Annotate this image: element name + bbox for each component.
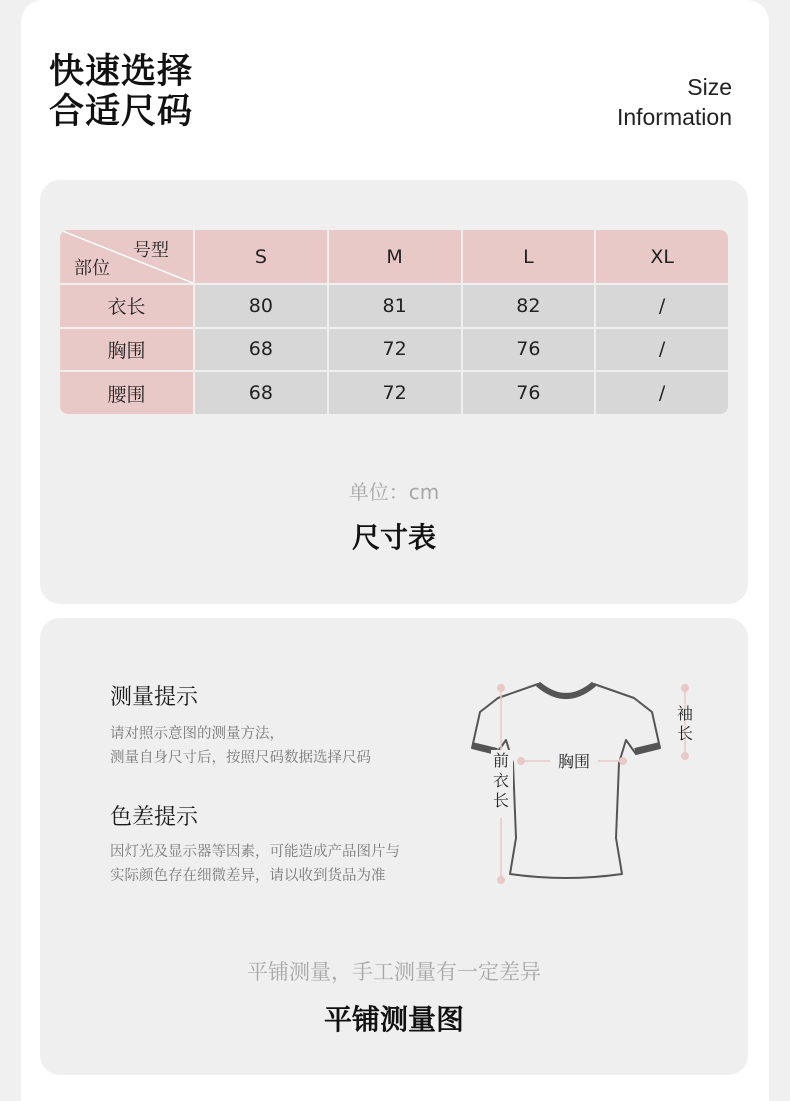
row-label-waist: 腰围 — [60, 372, 193, 414]
size-table — [60, 230, 728, 414]
subtitle-line-1: Size — [687, 74, 732, 100]
size-header-s: S — [195, 230, 327, 283]
row-label-length: 衣长 — [60, 285, 193, 327]
measure-tip-line-1: 请对照示意图的测量方法， — [110, 726, 284, 742]
page-title — [49, 52, 193, 132]
length-label: 前衣长 — [492, 751, 510, 810]
corner-label-part: 部位 — [74, 258, 110, 279]
measurement-note: 平铺测量，手工测量有一定差异 — [247, 960, 541, 984]
page-subtitle — [617, 72, 732, 132]
table-cell: 82 — [463, 285, 595, 327]
sleeve-label: 袖长 — [676, 704, 694, 743]
measurement-card — [40, 618, 748, 1075]
tshirt-measurement-diagram — [458, 668, 698, 898]
table-cell: / — [596, 372, 728, 414]
table-cell: 68 — [195, 329, 327, 371]
color-tip-line-2: 实际颜色存在细微差异，请以收到货品为准 — [110, 868, 386, 884]
size-header-xl: XL — [596, 230, 728, 283]
table-cell: / — [596, 285, 728, 327]
table-cell: 76 — [463, 372, 595, 414]
title-line-2: 合适尺码 — [49, 92, 194, 132]
color-tip-line-1: 因灯光及显示器等因素，可能造成产品图片与 — [110, 844, 400, 860]
size-info-page — [21, 0, 769, 1101]
measurement-caption: 平铺测量图 — [323, 1003, 464, 1036]
color-tip-title: 色差提示 — [110, 805, 199, 830]
size-header-m: M — [329, 230, 461, 283]
size-header-l: L — [463, 230, 595, 283]
title-line-1: 快速选择 — [49, 52, 194, 92]
size-chart-caption: 尺寸表 — [351, 521, 436, 554]
measure-tip-title: 测量提示 — [110, 685, 199, 710]
table-cell: 76 — [463, 329, 595, 371]
measure-tip-text — [110, 722, 371, 770]
table-cell: 81 — [329, 285, 461, 327]
chest-label: 胸围 — [557, 752, 591, 771]
subtitle-line-2: Information — [616, 104, 732, 130]
table-corner-header — [60, 230, 193, 283]
measure-tip-line-2: 测量自身尺寸后，按照尺码数据选择尺码 — [110, 750, 371, 766]
table-cell: 68 — [195, 372, 327, 414]
table-cell: 72 — [329, 329, 461, 371]
table-cell: 80 — [195, 285, 327, 327]
color-tip-text — [110, 840, 400, 888]
unit-label: 单位：cm — [348, 480, 440, 504]
table-cell: 72 — [329, 372, 461, 414]
table-cell: / — [596, 329, 728, 371]
corner-label-size: 号型 — [133, 240, 169, 261]
row-label-chest: 胸围 — [60, 329, 193, 371]
size-chart-card — [40, 180, 748, 604]
